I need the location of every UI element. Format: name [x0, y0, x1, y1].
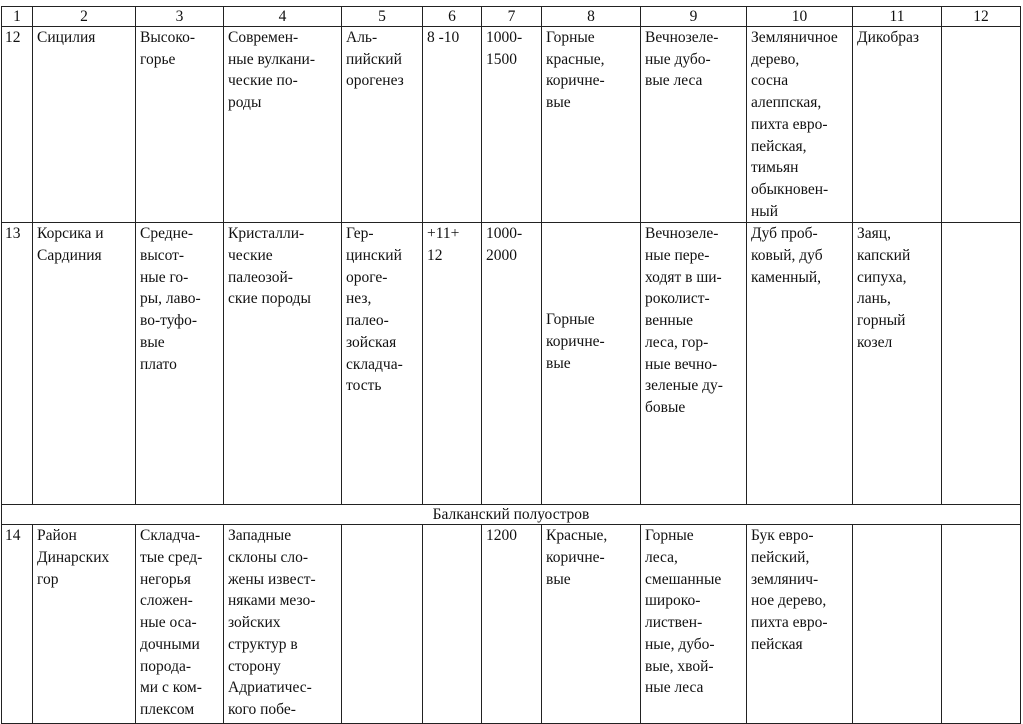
temperature-cell: 8 -10 — [423, 27, 482, 223]
precipitation-cell: 1000- 2000 — [482, 223, 542, 505]
region-cell: Сицилия — [33, 27, 136, 223]
plants-cell: Дуб проб- ковый, дуб каменный, — [747, 223, 853, 505]
relief-cell: Складча- тые сред- негорья сложен- ные оса- дочными порода- ми с ком- плексом — [136, 525, 224, 724]
rocks-cell: Западные склоны сло- жены извест- няками мезо- зойских структур в сторону Адриатичес- кого побе- — [224, 525, 342, 724]
orogeny-cell — [342, 525, 423, 724]
relief-cell: Средне- высот- ные го- ры, лаво- во-туфо- вые плато — [136, 223, 224, 505]
plants-cell: Земляничное дерево, сосна алеппская, пихта евро- пейская, тимьян обыкновен- ный — [747, 27, 853, 223]
plants-cell: Бук евро- пейский, землянич- ное дерево, пихта евро- пейская — [747, 525, 853, 724]
column-header: 12 — [942, 7, 1021, 27]
empty-cell — [942, 525, 1021, 724]
empty-cell — [942, 27, 1021, 223]
vegetation-cell: Вечнозеле- ные дубо- вые леса — [641, 27, 747, 223]
section-title: Балканский полуостров — [2, 505, 1021, 525]
soils-cell: Красные, коричне- вые — [542, 525, 641, 724]
header-row — [2, 7, 1021, 27]
table-row — [2, 223, 1021, 505]
column-header: 11 — [853, 7, 942, 27]
orogeny-cell: Аль- пийский орогенез — [342, 27, 423, 223]
orogeny-cell: Гер- цинский ороге- нез, палео- зойская складча- тость — [342, 223, 423, 505]
table-row — [2, 27, 1021, 223]
row-number: 12 — [2, 27, 33, 223]
table-row — [2, 525, 1021, 724]
column-header: 10 — [747, 7, 853, 27]
vegetation-cell: Вечнозеле- ные пере- ходят в ши- роколист- венные леса, гор- ные вечно- зеленые ду- бовые — [641, 223, 747, 505]
column-header: 1 — [2, 7, 33, 27]
row-number: 14 — [2, 525, 33, 724]
column-header: 9 — [641, 7, 747, 27]
animals-cell: Дикобраз — [853, 27, 942, 223]
column-header: 7 — [482, 7, 542, 27]
relief-cell: Высоко- горье — [136, 27, 224, 223]
rocks-cell: Современ- ные вулкани- ческие по- роды — [224, 27, 342, 223]
precipitation-cell: 1200 — [482, 525, 542, 724]
section-row — [2, 505, 1021, 525]
soils-cell: Горные коричне- вые — [542, 223, 641, 505]
column-header: 8 — [542, 7, 641, 27]
column-header: 4 — [224, 7, 342, 27]
rocks-cell: Кристалли- ческие палеозой- ские породы — [224, 223, 342, 505]
column-header: 2 — [33, 7, 136, 27]
region-cell: Корсика и Сардиния — [33, 223, 136, 505]
animals-cell: Заяц, капский сипуха, лань, горный козел — [853, 223, 942, 505]
vegetation-cell: Горные леса, смешанные широко- листвен- ные, дубо- вые, хвой- ные леса — [641, 525, 747, 724]
temperature-cell — [423, 525, 482, 724]
column-header: 5 — [342, 7, 423, 27]
temperature-cell: +11+ 12 — [423, 223, 482, 505]
data-table — [1, 6, 1021, 724]
precipitation-cell: 1000- 1500 — [482, 27, 542, 223]
column-header: 3 — [136, 7, 224, 27]
region-cell: Район Динарских гор — [33, 525, 136, 724]
row-number: 13 — [2, 223, 33, 505]
soils-cell: Горные красные, коричне- вые — [542, 27, 641, 223]
column-header: 6 — [423, 7, 482, 27]
empty-cell — [942, 223, 1021, 505]
animals-cell — [853, 525, 942, 724]
